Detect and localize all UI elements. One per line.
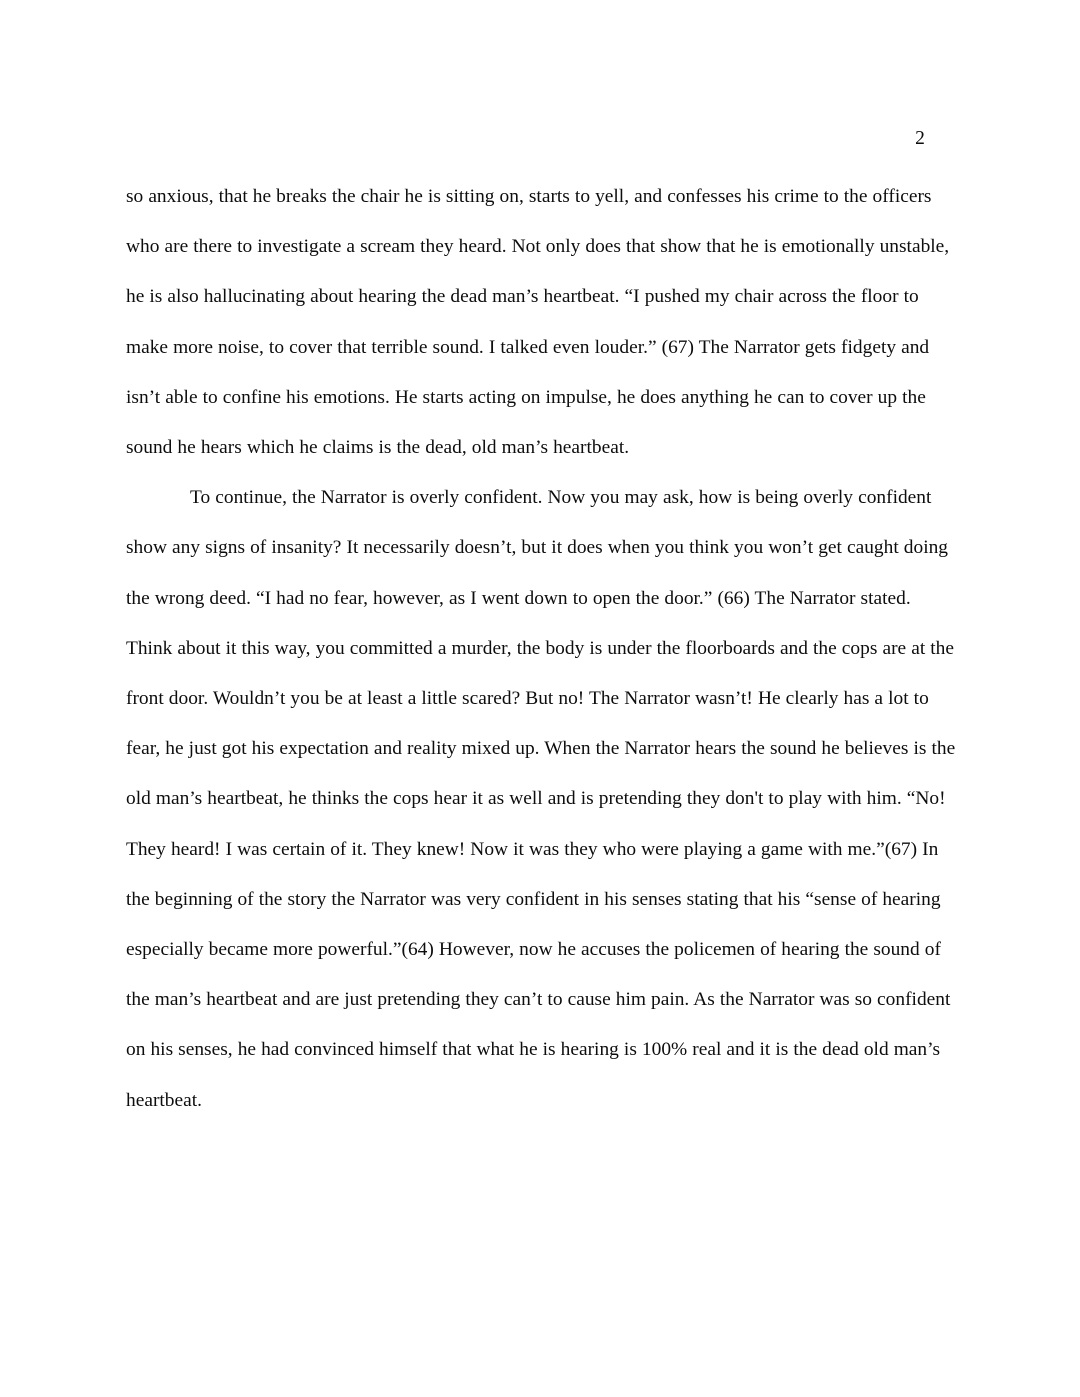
paragraph-overconfidence: To continue, the Narrator is overly confident. Now you may ask, how is being overly confident show any signs of insanity? It necessarily doesn’t, but it does when you think you won’t get caught doing the wrong deed. “I had no fear, however, as I went down to open the door.” (66) The Narrator stated. Think about it this way, you committed a murder, the body is under the floorboards and the cops are at the front door. Wouldn’t you be at least a little scared? But no! The Narrator wasn’t! He clearly has a lot to fear, he just got his expectation and reality mixed up. When the Narrator hears the sound he believes is the old man’s heartbeat, he thinks the cops hear it as well and is pretending they don't to play with him. “No! They heard! I was certain of it. They knew! Now it was they who were playing a game with me.”(67) In the beginning of the story the Narrator was very confident in his senses stating that his “sense of hearing especially became more powerful.”(64) However, now he accuses the policemen of hearing the sound of the man’s heartbeat and are just pretending they can’t to cause him pain. As the Narrator was so confident on his senses, he had convinced himself that what he is hearing is 100% real and it is the dead old man’s heartbeat. (126, 487, 961, 1111)
page-header (126, 122, 955, 156)
page-number: 2 (915, 128, 925, 149)
paragraph-continuation: so anxious, that he breaks the chair he is sitting on, starts to yell, and confesses his crime to the officers who are there to investigate a scream they heard. Not only does that show that he is emotionally unstable, he is also hallucinating about hearing the dead man’s heartbeat. “I pushed my chair across the floor to make more noise, to cover that terrible sound. I talked even louder.” (67) The Narrator gets fidgety and isn’t able to confine his emotions. He starts acting on impulse, he does anything he can to cover up the sound he hears which he claims is the dead, old man’s heartbeat. (126, 186, 955, 459)
document-body (126, 172, 961, 1126)
